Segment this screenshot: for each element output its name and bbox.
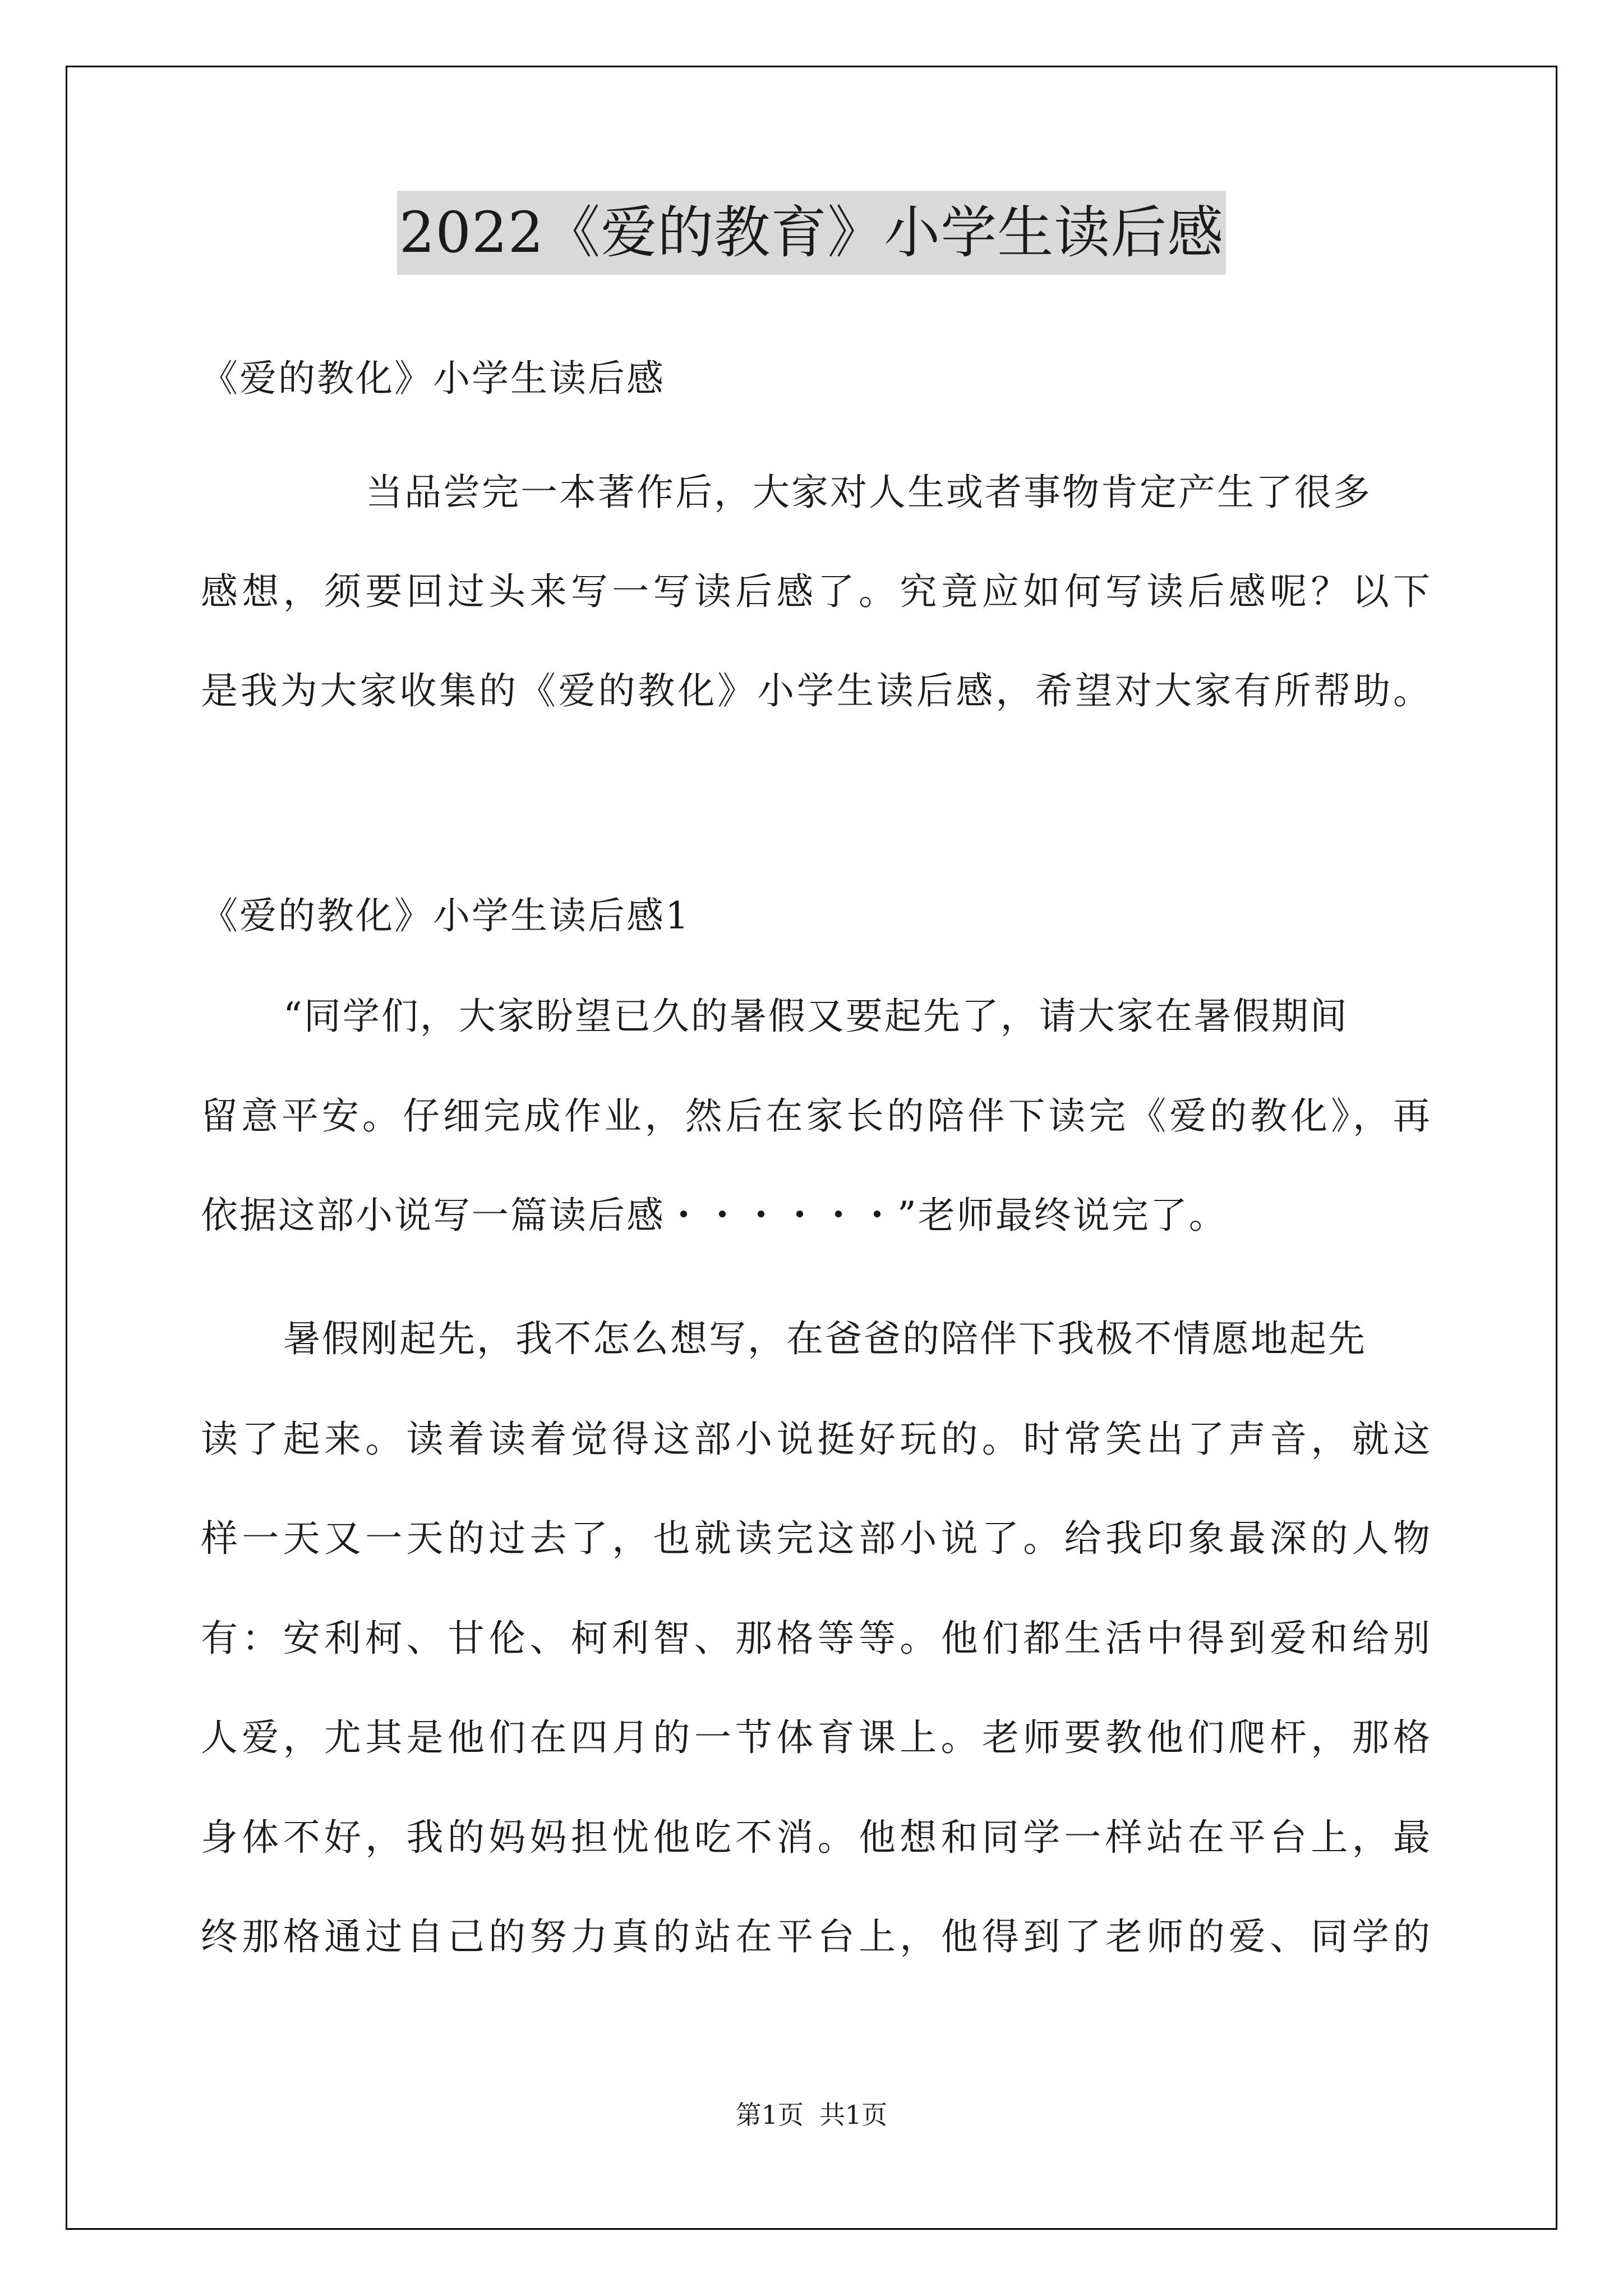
para2-line-4: 有：安利柯、甘伦、柯利智、那格等等。他们都生活中得到爱和给别 xyxy=(201,1617,1430,1660)
subtitle: 《爱的教化》小学生读后感 xyxy=(201,357,665,400)
para1-line-1: “同学们，大家盼望已久的暑假又要起先了，请大家在暑假期间 xyxy=(283,995,1349,1038)
intro-line-1: 当品尝完一本著作后，大家对人生或者事物肯定产生了很多 xyxy=(366,471,1372,514)
para2-line-1: 暑假刚起先，我不怎么想写，在爸爸的陪伴下我极不情愿地起先 xyxy=(283,1317,1367,1360)
section-heading: 《爱的教化》小学生读后感1 xyxy=(201,894,690,937)
para2-line-5: 人爱，尤其是他们在四月的一节体育课上。老师要教他们爬杆，那格 xyxy=(201,1716,1430,1759)
page-footer xyxy=(0,2098,1623,2132)
page-number: 第1页 xyxy=(735,2100,804,2130)
page-total: 共1页 xyxy=(819,2100,888,2130)
para1-line-2: 留意平安。仔细完成作业，然后在家长的陪伴下读完《爱的教化》，再 xyxy=(201,1094,1430,1138)
intro-line-2: 感想，须要回过头来写一写读后感了。究竟应如何写读后感呢？以下 xyxy=(201,570,1430,613)
para2-line-6: 身体不好，我的妈妈担忧他吃不消。他想和同学一样站在平台上，最 xyxy=(201,1816,1430,1859)
para2-line-3: 样一天又一天的过去了，也就读完这部小说了。给我印象最深的人物 xyxy=(201,1517,1430,1560)
para1-line-3: 依据这部小说写一篇读后感・・・・・・”老师最终说完了。 xyxy=(201,1194,1228,1237)
intro-line-3: 是我为大家收集的《爱的教化》小学生读后感，希望对大家有所帮助。 xyxy=(201,669,1430,712)
document-title: 2022《爱的教育》小学生读后感 xyxy=(397,191,1227,275)
para2-line-7: 终那格通过自己的努力真的站在平台上，他得到了老师的爱、同学的 xyxy=(201,1915,1430,1958)
title-container xyxy=(0,191,1623,275)
para2-line-2: 读了起来。读着读着觉得这部小说挺好玩的。时常笑出了声音，就这 xyxy=(201,1418,1430,1461)
